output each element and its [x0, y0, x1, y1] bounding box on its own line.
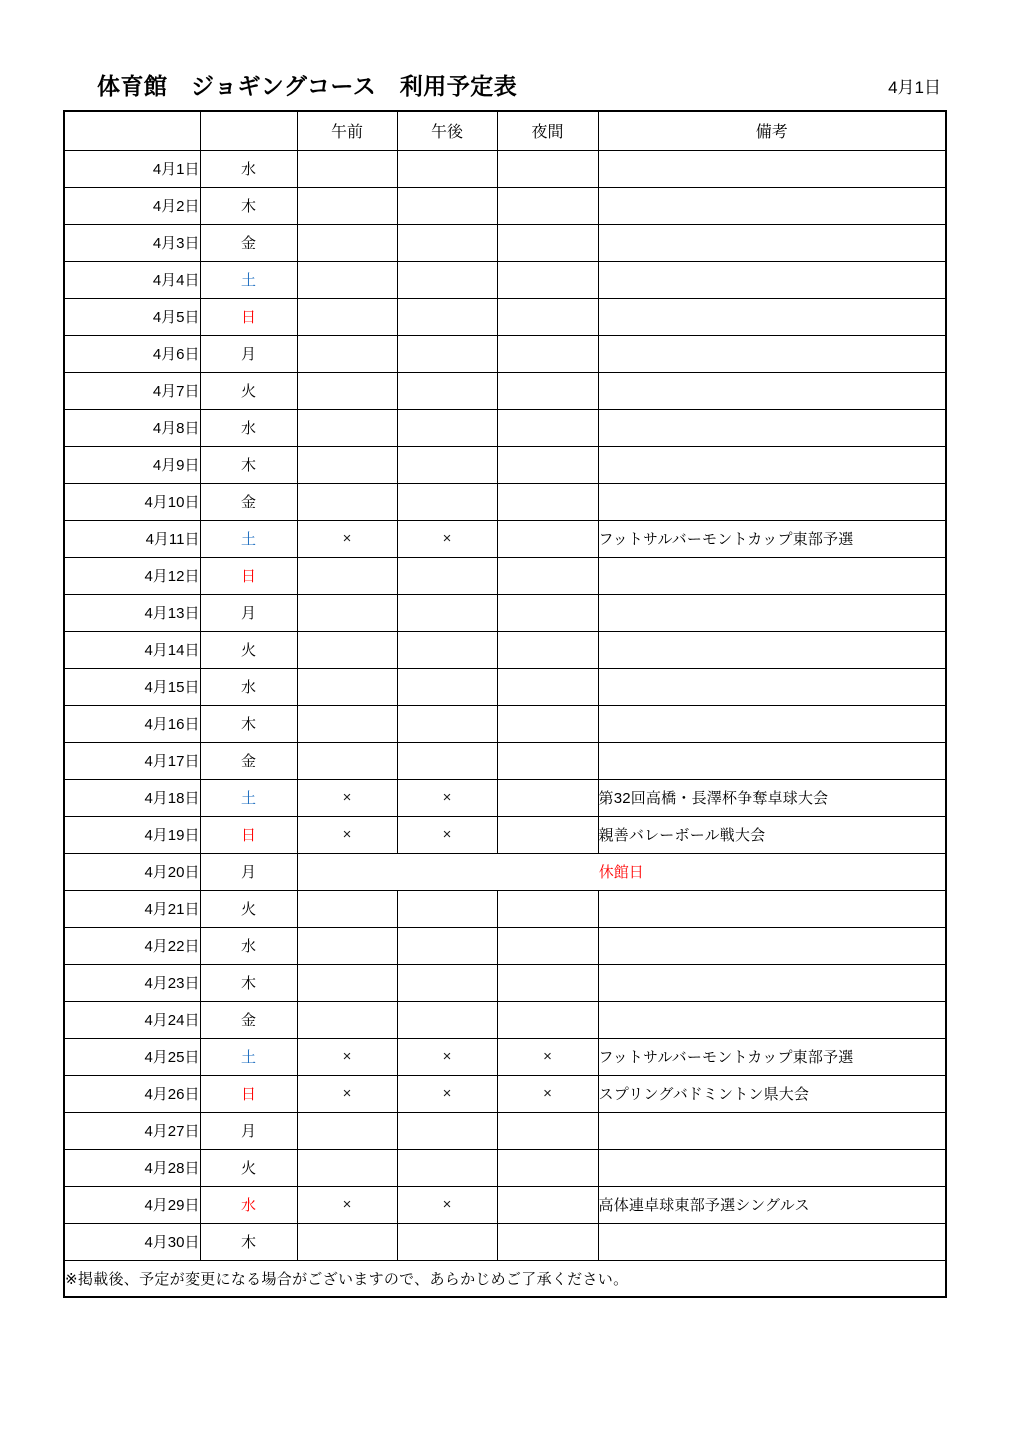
- cell-evening: [497, 1001, 598, 1038]
- table-row: [64, 224, 946, 261]
- table-row: [64, 1075, 946, 1112]
- cell-date: 4月24日: [64, 1001, 200, 1038]
- cell-afternoon: [397, 1149, 497, 1186]
- cell-morning: [297, 631, 397, 668]
- cell-remarks: [598, 335, 946, 372]
- cell-date: 4月19日: [64, 816, 200, 853]
- cell-afternoon: [397, 557, 497, 594]
- table-row: [64, 335, 946, 372]
- cell-afternoon: ×: [397, 520, 497, 557]
- table-row: [64, 261, 946, 298]
- cell-day-of-week: 土: [200, 520, 297, 557]
- column-header-date: [64, 111, 200, 150]
- cell-remarks: フットサルバーモントカップ東部予選: [598, 1038, 946, 1075]
- cell-day-of-week: 火: [200, 631, 297, 668]
- document-header: [63, 58, 945, 98]
- table-row: [64, 1001, 946, 1038]
- cell-evening: [497, 372, 598, 409]
- table-row: [64, 1112, 946, 1149]
- cell-day-of-week: 水: [200, 1186, 297, 1223]
- cell-remarks: [598, 483, 946, 520]
- cell-date: 4月13日: [64, 594, 200, 631]
- cell-morning: [297, 742, 397, 779]
- cell-evening: [497, 446, 598, 483]
- cell-day-of-week: 水: [200, 409, 297, 446]
- schedule-table-body: [64, 111, 946, 1297]
- cell-evening: ×: [497, 1038, 598, 1075]
- cell-remarks: [598, 150, 946, 187]
- cell-day-of-week: 月: [200, 594, 297, 631]
- table-row: [64, 1223, 946, 1260]
- table-row: [64, 668, 946, 705]
- cell-remarks: [598, 446, 946, 483]
- cell-afternoon: [397, 705, 497, 742]
- table-row: [64, 1038, 946, 1075]
- cell-morning: [297, 409, 397, 446]
- cell-morning: [297, 705, 397, 742]
- cell-day-of-week: 金: [200, 742, 297, 779]
- cell-evening: [497, 890, 598, 927]
- cell-evening: [497, 1149, 598, 1186]
- cell-remarks: [598, 890, 946, 927]
- table-row: [64, 705, 946, 742]
- table-header-row: [64, 111, 946, 150]
- cell-morning: [297, 446, 397, 483]
- cell-afternoon: [397, 446, 497, 483]
- cell-evening: [497, 594, 598, 631]
- cell-remarks: [598, 1001, 946, 1038]
- table-row: [64, 890, 946, 927]
- cell-evening: [497, 150, 598, 187]
- cell-day-of-week: 火: [200, 1149, 297, 1186]
- table-row: [64, 853, 946, 890]
- cell-day-of-week: 水: [200, 927, 297, 964]
- table-row: [64, 557, 946, 594]
- cell-remarks: [598, 1223, 946, 1260]
- cell-morning: [297, 372, 397, 409]
- column-header-afternoon: 午後: [397, 111, 497, 150]
- cell-afternoon: [397, 224, 497, 261]
- cell-morning: [297, 557, 397, 594]
- table-row: [64, 816, 946, 853]
- cell-day-of-week: 日: [200, 557, 297, 594]
- cell-date: 4月6日: [64, 335, 200, 372]
- cell-day-of-week: 木: [200, 1223, 297, 1260]
- cell-day-of-week: 月: [200, 853, 297, 890]
- cell-day-of-week: 木: [200, 187, 297, 224]
- column-header-evening: 夜間: [497, 111, 598, 150]
- cell-date: 4月15日: [64, 668, 200, 705]
- cell-evening: [497, 557, 598, 594]
- column-header-morning: 午前: [297, 111, 397, 150]
- cell-morning: [297, 298, 397, 335]
- cell-evening: [497, 409, 598, 446]
- cell-remarks: 第32回高橋・長澤杯争奪卓球大会: [598, 779, 946, 816]
- cell-date: 4月23日: [64, 964, 200, 1001]
- column-header-dow: [200, 111, 297, 150]
- cell-remarks: スプリングバドミントン県大会: [598, 1075, 946, 1112]
- cell-date: 4月21日: [64, 890, 200, 927]
- cell-morning: [297, 927, 397, 964]
- cell-evening: [497, 742, 598, 779]
- cell-afternoon: [397, 187, 497, 224]
- cell-date: 4月11日: [64, 520, 200, 557]
- table-row: [64, 150, 946, 187]
- table-row: [64, 483, 946, 520]
- table-row: [64, 631, 946, 668]
- cell-morning: [297, 1001, 397, 1038]
- cell-day-of-week: 金: [200, 224, 297, 261]
- cell-morning: [297, 668, 397, 705]
- header-date: 4月1日: [888, 78, 941, 97]
- footnote-row: [64, 1260, 946, 1297]
- cell-remarks: [598, 742, 946, 779]
- cell-afternoon: ×: [397, 1038, 497, 1075]
- cell-day-of-week: 木: [200, 964, 297, 1001]
- cell-day-of-week: 月: [200, 335, 297, 372]
- page-title: 体育館 ジョギングコース 利用予定表: [97, 73, 518, 99]
- cell-evening: [497, 631, 598, 668]
- cell-date: 4月10日: [64, 483, 200, 520]
- cell-afternoon: [397, 890, 497, 927]
- cell-day-of-week: 土: [200, 1038, 297, 1075]
- cell-evening: [497, 816, 598, 853]
- cell-morning: [297, 261, 397, 298]
- cell-date: 4月26日: [64, 1075, 200, 1112]
- table-row: [64, 298, 946, 335]
- cell-evening: [497, 1112, 598, 1149]
- cell-remarks: [598, 372, 946, 409]
- cell-date: 4月17日: [64, 742, 200, 779]
- cell-afternoon: [397, 742, 497, 779]
- table-row: [64, 742, 946, 779]
- table-row: [64, 372, 946, 409]
- cell-day-of-week: 木: [200, 705, 297, 742]
- cell-evening: [497, 705, 598, 742]
- cell-morning: [297, 187, 397, 224]
- cell-day-of-week: 日: [200, 816, 297, 853]
- schedule-table: [63, 110, 947, 1298]
- cell-afternoon: [397, 483, 497, 520]
- cell-evening: [497, 298, 598, 335]
- cell-evening: [497, 520, 598, 557]
- cell-remarks: [598, 1112, 946, 1149]
- cell-evening: [497, 668, 598, 705]
- table-row: [64, 187, 946, 224]
- table-row: [64, 1186, 946, 1223]
- cell-day-of-week: 金: [200, 1001, 297, 1038]
- cell-morning: ×: [297, 1038, 397, 1075]
- table-row: [64, 594, 946, 631]
- cell-morning: [297, 594, 397, 631]
- cell-morning: ×: [297, 816, 397, 853]
- cell-morning: [297, 1112, 397, 1149]
- cell-day-of-week: 月: [200, 1112, 297, 1149]
- cell-evening: [497, 779, 598, 816]
- cell-date: 4月18日: [64, 779, 200, 816]
- cell-day-of-week: 日: [200, 298, 297, 335]
- cell-afternoon: [397, 1223, 497, 1260]
- cell-afternoon: [397, 372, 497, 409]
- cell-afternoon: [397, 335, 497, 372]
- cell-day-of-week: 木: [200, 446, 297, 483]
- cell-remarks: 高体連卓球東部予選シングルス: [598, 1186, 946, 1223]
- cell-closed-day: 休館日: [297, 853, 946, 890]
- cell-evening: [497, 261, 598, 298]
- cell-remarks: [598, 668, 946, 705]
- cell-remarks: [598, 631, 946, 668]
- cell-remarks: [598, 557, 946, 594]
- cell-date: 4月12日: [64, 557, 200, 594]
- cell-date: 4月7日: [64, 372, 200, 409]
- cell-morning: [297, 964, 397, 1001]
- cell-day-of-week: 土: [200, 261, 297, 298]
- cell-evening: [497, 1223, 598, 1260]
- cell-remarks: [598, 964, 946, 1001]
- cell-evening: [497, 1186, 598, 1223]
- cell-evening: [497, 187, 598, 224]
- cell-afternoon: [397, 298, 497, 335]
- cell-date: 4月14日: [64, 631, 200, 668]
- cell-date: 4月16日: [64, 705, 200, 742]
- table-row: [64, 409, 946, 446]
- cell-day-of-week: 日: [200, 1075, 297, 1112]
- cell-afternoon: [397, 594, 497, 631]
- cell-day-of-week: 水: [200, 150, 297, 187]
- cell-evening: ×: [497, 1075, 598, 1112]
- cell-morning: [297, 335, 397, 372]
- cell-date: 4月5日: [64, 298, 200, 335]
- cell-date: 4月27日: [64, 1112, 200, 1149]
- cell-date: 4月20日: [64, 853, 200, 890]
- cell-afternoon: [397, 927, 497, 964]
- cell-date: 4月22日: [64, 927, 200, 964]
- cell-morning: [297, 890, 397, 927]
- cell-remarks: [598, 1149, 946, 1186]
- cell-morning: ×: [297, 1075, 397, 1112]
- cell-afternoon: ×: [397, 779, 497, 816]
- column-header-remarks: 備考: [598, 111, 946, 150]
- table-row: [64, 520, 946, 557]
- cell-morning: [297, 150, 397, 187]
- cell-morning: ×: [297, 520, 397, 557]
- cell-afternoon: ×: [397, 816, 497, 853]
- cell-remarks: [598, 594, 946, 631]
- cell-remarks: フットサルバーモントカップ東部予選: [598, 520, 946, 557]
- cell-afternoon: [397, 668, 497, 705]
- cell-morning: [297, 483, 397, 520]
- cell-evening: [497, 483, 598, 520]
- cell-afternoon: ×: [397, 1186, 497, 1223]
- cell-date: 4月9日: [64, 446, 200, 483]
- cell-date: 4月3日: [64, 224, 200, 261]
- cell-afternoon: [397, 409, 497, 446]
- table-row: [64, 446, 946, 483]
- cell-date: 4月1日: [64, 150, 200, 187]
- cell-remarks: [598, 705, 946, 742]
- cell-evening: [497, 927, 598, 964]
- cell-remarks: [598, 187, 946, 224]
- cell-morning: [297, 1223, 397, 1260]
- footnote-text: ※掲載後、予定が変更になる場合がございますので、あらかじめご了承ください。: [64, 1260, 946, 1297]
- cell-date: 4月29日: [64, 1186, 200, 1223]
- cell-day-of-week: 水: [200, 668, 297, 705]
- cell-remarks: [598, 224, 946, 261]
- cell-remarks: [598, 927, 946, 964]
- cell-day-of-week: 火: [200, 372, 297, 409]
- cell-date: 4月25日: [64, 1038, 200, 1075]
- cell-remarks: [598, 261, 946, 298]
- cell-remarks: [598, 409, 946, 446]
- cell-day-of-week: 火: [200, 890, 297, 927]
- cell-morning: [297, 1149, 397, 1186]
- cell-date: 4月4日: [64, 261, 200, 298]
- cell-afternoon: [397, 1112, 497, 1149]
- cell-evening: [497, 335, 598, 372]
- cell-day-of-week: 土: [200, 779, 297, 816]
- cell-morning: ×: [297, 1186, 397, 1223]
- cell-remarks: 親善バレーボール戦大会: [598, 816, 946, 853]
- cell-date: 4月28日: [64, 1149, 200, 1186]
- cell-afternoon: [397, 261, 497, 298]
- cell-afternoon: [397, 1001, 497, 1038]
- cell-date: 4月2日: [64, 187, 200, 224]
- table-row: [64, 779, 946, 816]
- cell-afternoon: ×: [397, 1075, 497, 1112]
- cell-remarks: [598, 298, 946, 335]
- cell-date: 4月8日: [64, 409, 200, 446]
- cell-afternoon: [397, 631, 497, 668]
- cell-evening: [497, 964, 598, 1001]
- table-row: [64, 927, 946, 964]
- cell-afternoon: [397, 964, 497, 1001]
- cell-day-of-week: 金: [200, 483, 297, 520]
- cell-morning: ×: [297, 779, 397, 816]
- cell-afternoon: [397, 150, 497, 187]
- cell-evening: [497, 224, 598, 261]
- table-row: [64, 964, 946, 1001]
- cell-date: 4月30日: [64, 1223, 200, 1260]
- cell-morning: [297, 224, 397, 261]
- table-row: [64, 1149, 946, 1186]
